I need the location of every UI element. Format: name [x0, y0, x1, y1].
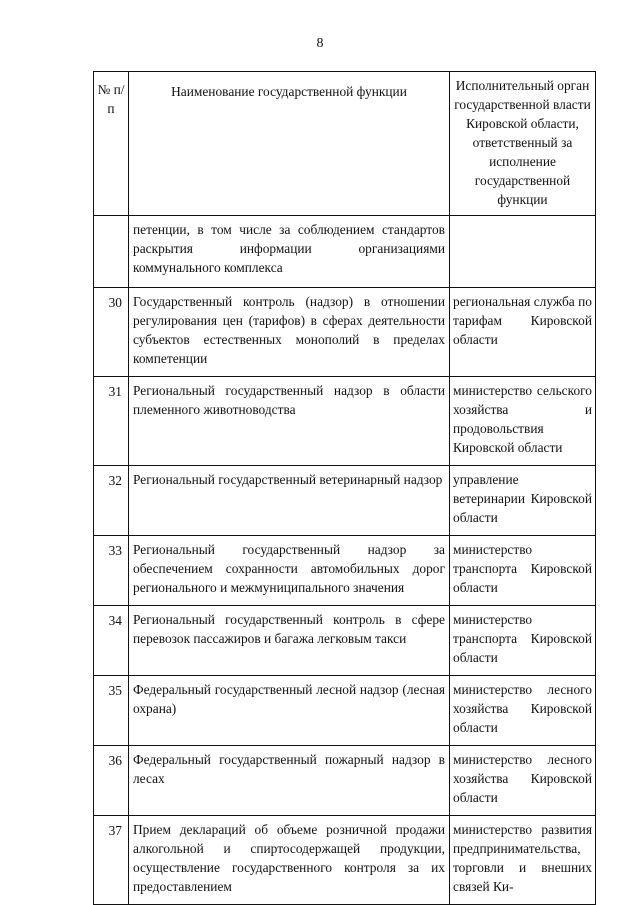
responsible-body: министерство транспорта Кировской области [450, 536, 596, 606]
table-row [94, 606, 596, 676]
functions-table [93, 71, 596, 905]
responsible-body: министерство сельского хозяйства и продовольствия Кировской области [450, 377, 596, 466]
responsible-body: министерство развития предпринимательства, торговли и внешних связей Ки- [450, 816, 596, 905]
row-number: 34 [94, 606, 129, 676]
row-number: 30 [94, 288, 129, 377]
header-function-name: Наименование государственной функции [129, 72, 450, 216]
row-number: 33 [94, 536, 129, 606]
table-row [94, 466, 596, 536]
responsible-body: министерство транспорта Кировской области [450, 606, 596, 676]
page-number: 8 [316, 36, 324, 51]
table-row [94, 746, 596, 816]
header-responsible-body: Исполнительный орган государственной власти Кировской области, ответственный за исполнение государственной функции [450, 72, 596, 216]
function-name: Региональный государственный надзор в области племенного животноводства [129, 377, 450, 466]
table-row [94, 816, 596, 905]
responsible-body: управление ветеринарии Кировской области [450, 466, 596, 536]
row-number: 36 [94, 746, 129, 816]
row-number: 37 [94, 816, 129, 905]
function-name: Прием деклараций об объеме розничной продажи алкогольной и спиртосодержащей продукции, осуществление государственного контроля за их предоставлением [129, 816, 450, 905]
table-header [94, 72, 596, 216]
function-name: Федеральный государственный лесной надзор (лесная охрана) [129, 676, 450, 746]
function-name: петенции, в том числе за соблюдением стандартов раскрытия информации организациями коммунального комплекса [129, 216, 450, 288]
table-row [94, 288, 596, 377]
header-number: № п/п [94, 72, 129, 216]
function-name: Государственный контроль (надзор) в отношении регулирования цен (тарифов) в сферах деятельности субъектов естественных монополий в пределах компетенции [129, 288, 450, 377]
function-name: Региональный государственный надзор за обеспечением сохранности автомобильных дорог регионального и межмуниципального значения [129, 536, 450, 606]
table-row [94, 536, 596, 606]
responsible-body: региональная служба по тарифам Кировской области [450, 288, 596, 377]
function-name: Федеральный государственный пожарный надзор в лесах [129, 746, 450, 816]
function-name: Региональный государственный контроль в сфере перевозок пассажиров и багажа легковым такси [129, 606, 450, 676]
table-body [94, 216, 596, 905]
header-row [94, 72, 596, 216]
row-number: 31 [94, 377, 129, 466]
table-row [94, 377, 596, 466]
row-number: 32 [94, 466, 129, 536]
row-number: 35 [94, 676, 129, 746]
table-row [94, 676, 596, 746]
responsible-body: министерство лесного хозяйства Кировской области [450, 676, 596, 746]
function-name: Региональный государственный ветеринарный надзор [129, 466, 450, 536]
responsible-body [450, 216, 596, 288]
table-row [94, 216, 596, 288]
responsible-body: министерство лесного хозяйства Кировской области [450, 746, 596, 816]
row-number [94, 216, 129, 288]
